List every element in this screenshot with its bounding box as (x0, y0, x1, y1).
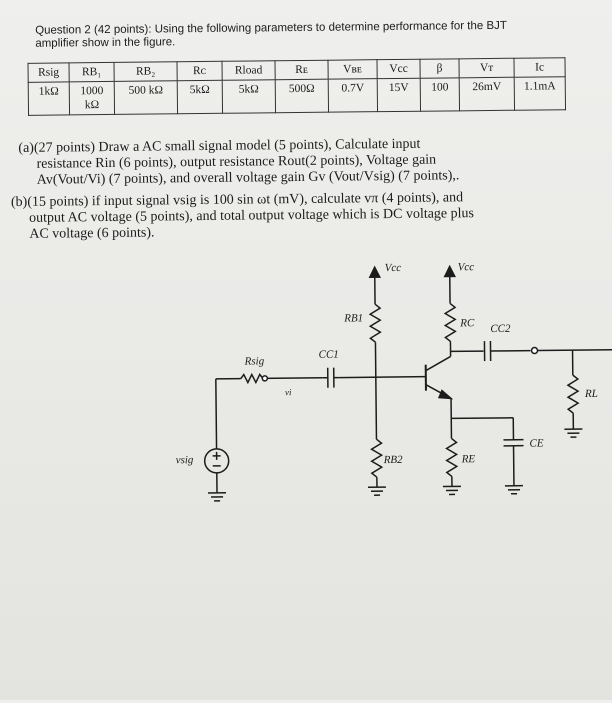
re-label: RE (461, 453, 476, 465)
table-header-cell: Vᴛ (459, 58, 514, 78)
table-value-cell: 500 kΩ (114, 81, 177, 115)
part-b-line: AC voltage (6 points). (11, 221, 596, 243)
ground-re (443, 486, 461, 494)
part-a-line: (a)(27 points) Draw a AC small signal model (5 points), Calculate input (18, 135, 578, 157)
ground-rb2 (368, 487, 386, 495)
table-header-cell: RB₂ (114, 62, 177, 82)
rb2-label: RB2 (383, 454, 404, 466)
vcc-left-label: Vcc (385, 262, 402, 274)
vcc-right-arrow (445, 266, 455, 303)
part-a-line: Av(Vout/Vi) (7 points), and overall voltage gain Gv (Vout/Vsig) (7 points),. (19, 167, 579, 189)
re-resistor (446, 438, 456, 476)
table-header-cell: Rᴄ (177, 61, 222, 80)
part-b-line: output AC voltage (5 points), and total output voltage which is DC voltage plus (11, 205, 596, 227)
table-value-cell: 0.7V (328, 79, 377, 113)
rsig-resistor (241, 374, 263, 382)
rc-resistor (445, 303, 455, 341)
rc-label: RC (459, 317, 475, 329)
vcc-left-arrow (370, 267, 380, 304)
vsig-source (205, 449, 229, 473)
question-title-cont: amplifier show in the figure. (35, 32, 585, 51)
vsig-label: vsig (176, 454, 194, 466)
cc1-capacitor (323, 368, 339, 388)
rl-resistor (568, 375, 578, 413)
ce-capacitor (503, 440, 523, 446)
ce-label: CE (529, 437, 543, 449)
table-header-cell: Rᴇ (275, 60, 328, 80)
part-b-line: (b)(15 points) if input signal vsig is 100 sin ωt (mV), calculate vπ (4 points), and (11, 189, 596, 211)
table-value-cell: 26mV (459, 77, 514, 111)
table-value-cell: 1.1mA (514, 77, 565, 111)
ground-rl (564, 429, 582, 437)
cc1-label: CC1 (319, 349, 339, 361)
cc2-label: CC2 (490, 323, 511, 335)
table-value-cell: 15V (377, 78, 420, 111)
ground-source (208, 493, 226, 501)
table-value-cell: 1000 kΩ (69, 81, 114, 114)
rl-label: RL (584, 388, 598, 400)
rb1-resistor (370, 304, 380, 342)
table-header-cell: Rload (222, 61, 275, 81)
table-value-cell: 100 (420, 78, 459, 111)
bjt-transistor (426, 356, 451, 398)
table-value-cell: 1kΩ (28, 82, 69, 115)
table-value-cell: 5kΩ (222, 80, 275, 114)
table-header-cell: RB₁ (69, 62, 114, 81)
table-header-cell: Vcc (377, 59, 420, 78)
rb2-resistor (371, 439, 381, 477)
vcc-right-label: Vcc (458, 261, 475, 273)
part-a-line: resistance Rin (6 points), output resistance Rout(2 points), Voltage gain (18, 151, 578, 173)
vi-label: vi (285, 387, 292, 397)
table-header-cell: Vʙᴇ (328, 60, 377, 80)
table-value-cell: 500Ω (275, 79, 328, 113)
rsig-label: Rsig (244, 355, 265, 367)
table-value-cell: 5kΩ (177, 80, 222, 113)
cc2-capacitor (484, 341, 490, 361)
ground-ce (505, 486, 523, 494)
table-header-cell: β (420, 59, 459, 78)
table-header-cell: Rsig (28, 63, 69, 82)
table-header-cell: Ic (514, 58, 565, 78)
question-title: Question 2 (42 points): Using the following parameters to determine performance for the BJT (35, 19, 585, 38)
rb1-label: RB1 (343, 312, 363, 324)
